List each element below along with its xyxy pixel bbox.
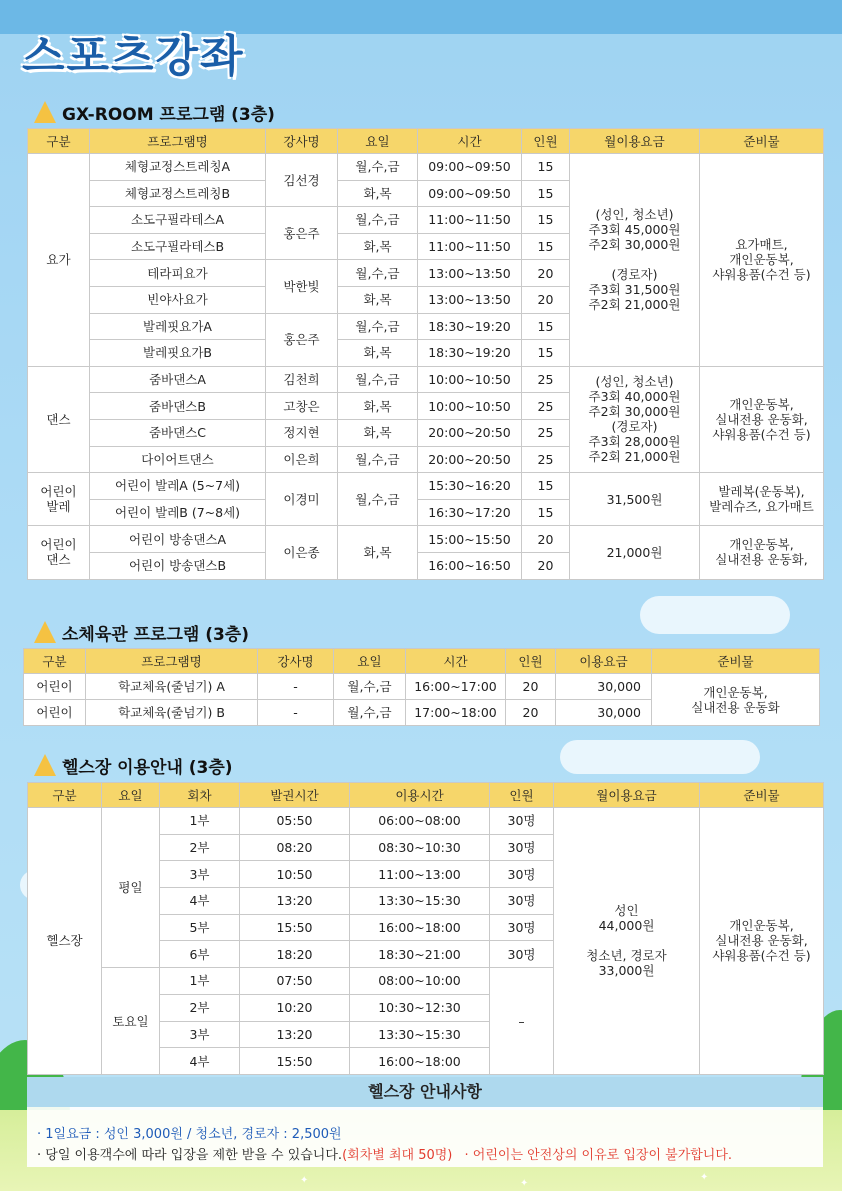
section-title-small-gym xyxy=(34,620,249,645)
monthly-fee-cell: 성인 44,000원 청소년, 경로자 33,000원 xyxy=(554,808,700,1075)
program-name-cell: 학교체육(줄넘기) A xyxy=(86,674,258,700)
supplies-cell: 개인운동복, 실내전용 운동화, 샤워용품(수건 등) xyxy=(700,808,824,1075)
program-name-cell: 소도구필라테스A xyxy=(90,207,266,234)
program-name-cell: 테라피요가 xyxy=(90,260,266,287)
column-header: 요일 xyxy=(338,129,418,154)
column-header: 발권시간 xyxy=(240,783,350,808)
column-header: 시간 xyxy=(406,649,506,674)
column-header: 구분 xyxy=(24,649,86,674)
use-time-cell: 06:00~08:00 xyxy=(350,808,490,835)
section-title-gx xyxy=(34,100,275,125)
program-name-cell: 어린이 발레A (5~7세) xyxy=(90,473,266,500)
column-header: 요일 xyxy=(102,783,160,808)
use-time-cell: 13:30~15:30 xyxy=(350,1021,490,1048)
program-name-cell: 줌바댄스A xyxy=(90,366,266,393)
days-cell: 월,수,금 xyxy=(338,366,418,393)
ticket-time-cell: 13:20 xyxy=(240,1021,350,1048)
capacity-cell: 15 xyxy=(522,207,570,234)
ticket-time-cell: 10:50 xyxy=(240,861,350,888)
column-header: 월이용요금 xyxy=(554,783,700,808)
table-row xyxy=(28,808,824,835)
time-cell: 13:00~13:50 xyxy=(418,260,522,287)
ticket-time-cell: 07:50 xyxy=(240,968,350,995)
session-cell: 2부 xyxy=(160,834,240,861)
program-name-cell: 줌바댄스C xyxy=(90,419,266,446)
column-header: 강사명 xyxy=(266,129,338,154)
section-heading: 소체육관 프로그램 (3층) xyxy=(62,625,250,645)
monthly-fee-cell: (성인, 청소년) 주3회 40,000원 주2회 30,000원 (경로자) 주3회 28,000원 주2회 21,000원 xyxy=(570,366,700,472)
time-cell: 13:00~13:50 xyxy=(418,286,522,313)
time-cell: 17:00~18:00 xyxy=(406,700,506,726)
column-header: 구분 xyxy=(28,129,90,154)
capacity-cell: 30명 xyxy=(490,888,554,915)
supplies-cell: 개인운동복, 실내전용 운동화, xyxy=(700,526,824,579)
bullet: · xyxy=(37,1127,42,1142)
use-time-cell: 08:00~10:00 xyxy=(350,968,490,995)
bell-icon xyxy=(34,754,56,776)
days-cell: 월,수,금 xyxy=(338,446,418,473)
instructor-cell: 홍은주 xyxy=(266,207,338,260)
time-cell: 16:30~17:20 xyxy=(418,499,522,526)
instructor-cell: 정지현 xyxy=(266,419,338,446)
days-cell: 화,목 xyxy=(338,393,418,420)
notice-title: 헬스장 안내사항 xyxy=(27,1077,823,1107)
column-header: 회차 xyxy=(160,783,240,808)
days-cell: 화,목 xyxy=(338,419,418,446)
bell-icon xyxy=(34,101,56,123)
use-time-cell: 16:00~18:00 xyxy=(350,914,490,941)
column-header: 프로그램명 xyxy=(90,129,266,154)
session-cell: 5부 xyxy=(160,914,240,941)
category-cell: 어린이 xyxy=(24,700,86,726)
category-cell: 어린이 xyxy=(24,674,86,700)
column-header: 구분 xyxy=(28,783,102,808)
program-name-cell: 발레핏요가A xyxy=(90,313,266,340)
capacity-cell: 15 xyxy=(522,473,570,500)
cloud xyxy=(640,596,790,634)
category-cell: 어린이 댄스 xyxy=(28,526,90,579)
program-name-cell: 줌바댄스B xyxy=(90,393,266,420)
days-cell: 월,수,금 xyxy=(338,473,418,526)
sparkle-icon: ✦ xyxy=(520,1178,529,1189)
capacity-cell: 15 xyxy=(522,154,570,181)
instructor-cell: - xyxy=(258,700,334,726)
cloud xyxy=(560,740,760,774)
capacity-cell: 20 xyxy=(506,674,556,700)
capacity-cell: 30명 xyxy=(490,808,554,835)
ticket-time-cell: 15:50 xyxy=(240,1048,350,1075)
category-cell: 어린이 발레 xyxy=(28,473,90,526)
capacity-cell: 25 xyxy=(522,366,570,393)
time-cell: 10:00~10:50 xyxy=(418,393,522,420)
bullet: · xyxy=(37,1148,42,1163)
day-group-cell: 평일 xyxy=(102,808,160,968)
time-cell: 11:00~11:50 xyxy=(418,233,522,260)
instructor-cell: 고창은 xyxy=(266,393,338,420)
capacity-cell: 25 xyxy=(522,446,570,473)
day-group-cell: 토요일 xyxy=(102,968,160,1075)
session-cell: 3부 xyxy=(160,1021,240,1048)
instructor-cell: 홍은주 xyxy=(266,313,338,366)
category-cell: 헬스장 xyxy=(28,808,102,1075)
small-gym-table xyxy=(23,648,820,726)
column-header: 인원 xyxy=(490,783,554,808)
monthly-fee-cell: (성인, 청소년) 주3회 45,000원 주2회 30,000원 (경로자) 주3회 31,500원 주2회 21,000원 xyxy=(570,154,700,367)
session-cell: 6부 xyxy=(160,941,240,968)
use-time-cell: 10:30~12:30 xyxy=(350,994,490,1021)
category-cell: 댄스 xyxy=(28,366,90,472)
capacity-cell: 15 xyxy=(522,313,570,340)
monthly-fee-cell: 21,000원 xyxy=(570,526,700,579)
bullet: · xyxy=(464,1148,469,1163)
capacity-cell: 20 xyxy=(522,260,570,287)
instructor-cell: 김천희 xyxy=(266,366,338,393)
capacity-cell: – xyxy=(490,968,554,1075)
program-name-cell: 어린이 방송댄스A xyxy=(90,526,266,553)
instructor-cell: 김선경 xyxy=(266,154,338,207)
column-header: 준비물 xyxy=(700,783,824,808)
use-time-cell: 16:00~18:00 xyxy=(350,1048,490,1075)
section-title-health xyxy=(34,753,233,778)
capacity-cell: 30명 xyxy=(490,941,554,968)
use-time-cell: 18:30~21:00 xyxy=(350,941,490,968)
ticket-time-cell: 13:20 xyxy=(240,888,350,915)
fee-cell: 30,000 xyxy=(556,674,652,700)
fee-cell: 30,000 xyxy=(556,700,652,726)
session-cell: 4부 xyxy=(160,1048,240,1075)
bell-icon xyxy=(34,621,56,643)
days-cell: 화,목 xyxy=(338,233,418,260)
use-time-cell: 13:30~15:30 xyxy=(350,888,490,915)
time-cell: 18:30~19:20 xyxy=(418,340,522,367)
use-time-cell: 11:00~13:00 xyxy=(350,861,490,888)
column-header: 월이용요금 xyxy=(570,129,700,154)
days-cell: 월,수,금 xyxy=(338,207,418,234)
session-cell: 4부 xyxy=(160,888,240,915)
days-cell: 월,수,금 xyxy=(338,313,418,340)
sparkle-icon: ✦ xyxy=(300,1175,309,1186)
time-cell: 16:00~17:00 xyxy=(406,674,506,700)
capacity-cell: 25 xyxy=(522,393,570,420)
notice-box xyxy=(27,1107,823,1167)
capacity-cell: 20 xyxy=(522,286,570,313)
table-row xyxy=(28,473,824,500)
ticket-time-cell: 08:20 xyxy=(240,834,350,861)
table-row xyxy=(28,154,824,181)
days-cell: 화,목 xyxy=(338,286,418,313)
session-cell: 1부 xyxy=(160,808,240,835)
session-cell: 3부 xyxy=(160,861,240,888)
capacity-cell: 15 xyxy=(522,180,570,207)
capacity-cell: 20 xyxy=(506,700,556,726)
column-header: 준비물 xyxy=(652,649,820,674)
days-cell: 월,수,금 xyxy=(334,700,406,726)
supplies-cell: 요가매트, 개인운동복, 샤워용품(수건 등) xyxy=(700,154,824,367)
capacity-cell: 30명 xyxy=(490,861,554,888)
days-cell: 화,목 xyxy=(338,340,418,367)
column-header: 이용요금 xyxy=(556,649,652,674)
notice-child-text: 어린이는 안전상의 이유로 입장이 불가합니다. xyxy=(472,1148,733,1163)
time-cell: 10:00~10:50 xyxy=(418,366,522,393)
health-table xyxy=(27,782,824,1075)
column-header: 인원 xyxy=(506,649,556,674)
section-heading: 헬스장 이용안내 (3층) xyxy=(62,758,233,778)
notice-line-2 xyxy=(37,1144,732,1163)
instructor-cell: 이은종 xyxy=(266,526,338,579)
instructor-cell: - xyxy=(258,674,334,700)
instructor-cell: 박한빛 xyxy=(266,260,338,313)
notice-line-1 xyxy=(37,1123,342,1142)
days-cell: 월,수,금 xyxy=(338,260,418,287)
column-header: 요일 xyxy=(334,649,406,674)
gx-table xyxy=(27,128,824,580)
page-title: 스포츠강좌 xyxy=(22,31,245,82)
instructor-cell: 이은희 xyxy=(266,446,338,473)
time-cell: 20:00~20:50 xyxy=(418,419,522,446)
capacity-cell: 15 xyxy=(522,499,570,526)
program-name-cell: 학교체육(줄넘기) B xyxy=(86,700,258,726)
capacity-cell: 15 xyxy=(522,340,570,367)
session-cell: 1부 xyxy=(160,968,240,995)
capacity-cell: 30명 xyxy=(490,914,554,941)
capacity-cell: 20 xyxy=(522,526,570,553)
program-name-cell: 발레핏요가B xyxy=(90,340,266,367)
sparkle-icon: ✦ xyxy=(700,1172,709,1183)
time-cell: 15:30~16:20 xyxy=(418,473,522,500)
column-header: 강사명 xyxy=(258,649,334,674)
program-name-cell: 어린이 발레B (7~8세) xyxy=(90,499,266,526)
time-cell: 16:00~16:50 xyxy=(418,552,522,579)
time-cell: 18:30~19:20 xyxy=(418,313,522,340)
section-heading: GX-ROOM 프로그램 (3층) xyxy=(62,105,275,125)
ticket-time-cell: 15:50 xyxy=(240,914,350,941)
ticket-time-cell: 10:20 xyxy=(240,994,350,1021)
program-name-cell: 체형교정스트레칭A xyxy=(90,154,266,181)
supplies-cell: 개인운동복, 실내전용 운동화, 샤워용품(수건 등) xyxy=(700,366,824,472)
column-header: 이용시간 xyxy=(350,783,490,808)
days-cell: 화,목 xyxy=(338,180,418,207)
capacity-cell: 30명 xyxy=(490,834,554,861)
instructor-cell: 이경미 xyxy=(266,473,338,526)
program-name-cell: 빈야사요가 xyxy=(90,286,266,313)
time-cell: 09:00~09:50 xyxy=(418,180,522,207)
table-row xyxy=(28,526,824,553)
days-cell: 월,수,금 xyxy=(334,674,406,700)
capacity-cell: 15 xyxy=(522,233,570,260)
capacity-cell: 20 xyxy=(522,552,570,579)
column-header: 시간 xyxy=(418,129,522,154)
table-header-row xyxy=(28,783,824,808)
column-header: 인원 xyxy=(522,129,570,154)
time-cell: 20:00~20:50 xyxy=(418,446,522,473)
column-header: 프로그램명 xyxy=(86,649,258,674)
time-cell: 15:00~15:50 xyxy=(418,526,522,553)
column-header: 준비물 xyxy=(700,129,824,154)
table-header-row xyxy=(24,649,820,674)
table-row xyxy=(24,674,820,700)
use-time-cell: 08:30~10:30 xyxy=(350,834,490,861)
table-row xyxy=(28,366,824,393)
session-cell: 2부 xyxy=(160,994,240,1021)
capacity-cell: 25 xyxy=(522,419,570,446)
program-name-cell: 소도구필라테스B xyxy=(90,233,266,260)
time-cell: 09:00~09:50 xyxy=(418,154,522,181)
days-cell: 월,수,금 xyxy=(338,154,418,181)
ticket-time-cell: 18:20 xyxy=(240,941,350,968)
ticket-time-cell: 05:50 xyxy=(240,808,350,835)
notice-limit-max: (회차별 최대 50명) xyxy=(342,1148,453,1163)
program-name-cell: 다이어트댄스 xyxy=(90,446,266,473)
category-cell: 요가 xyxy=(28,154,90,367)
supplies-cell: 발레복(운동복), 발레슈즈, 요가매트 xyxy=(700,473,824,526)
notice-fee-text: 1일요금 : 성인 3,000원 / 청소년, 경로자 : 2,500원 xyxy=(45,1127,342,1142)
time-cell: 11:00~11:50 xyxy=(418,207,522,234)
program-name-cell: 체형교정스트레칭B xyxy=(90,180,266,207)
table-header-row xyxy=(28,129,824,154)
days-cell: 화,목 xyxy=(338,526,418,579)
program-name-cell: 어린이 방송댄스B xyxy=(90,552,266,579)
notice-limit-text: 당일 이용객수에 따라 입장을 제한 받을 수 있습니다. xyxy=(45,1148,343,1163)
supplies-cell: 개인운동복, 실내전용 운동화 xyxy=(652,674,820,726)
monthly-fee-cell: 31,500원 xyxy=(570,473,700,526)
